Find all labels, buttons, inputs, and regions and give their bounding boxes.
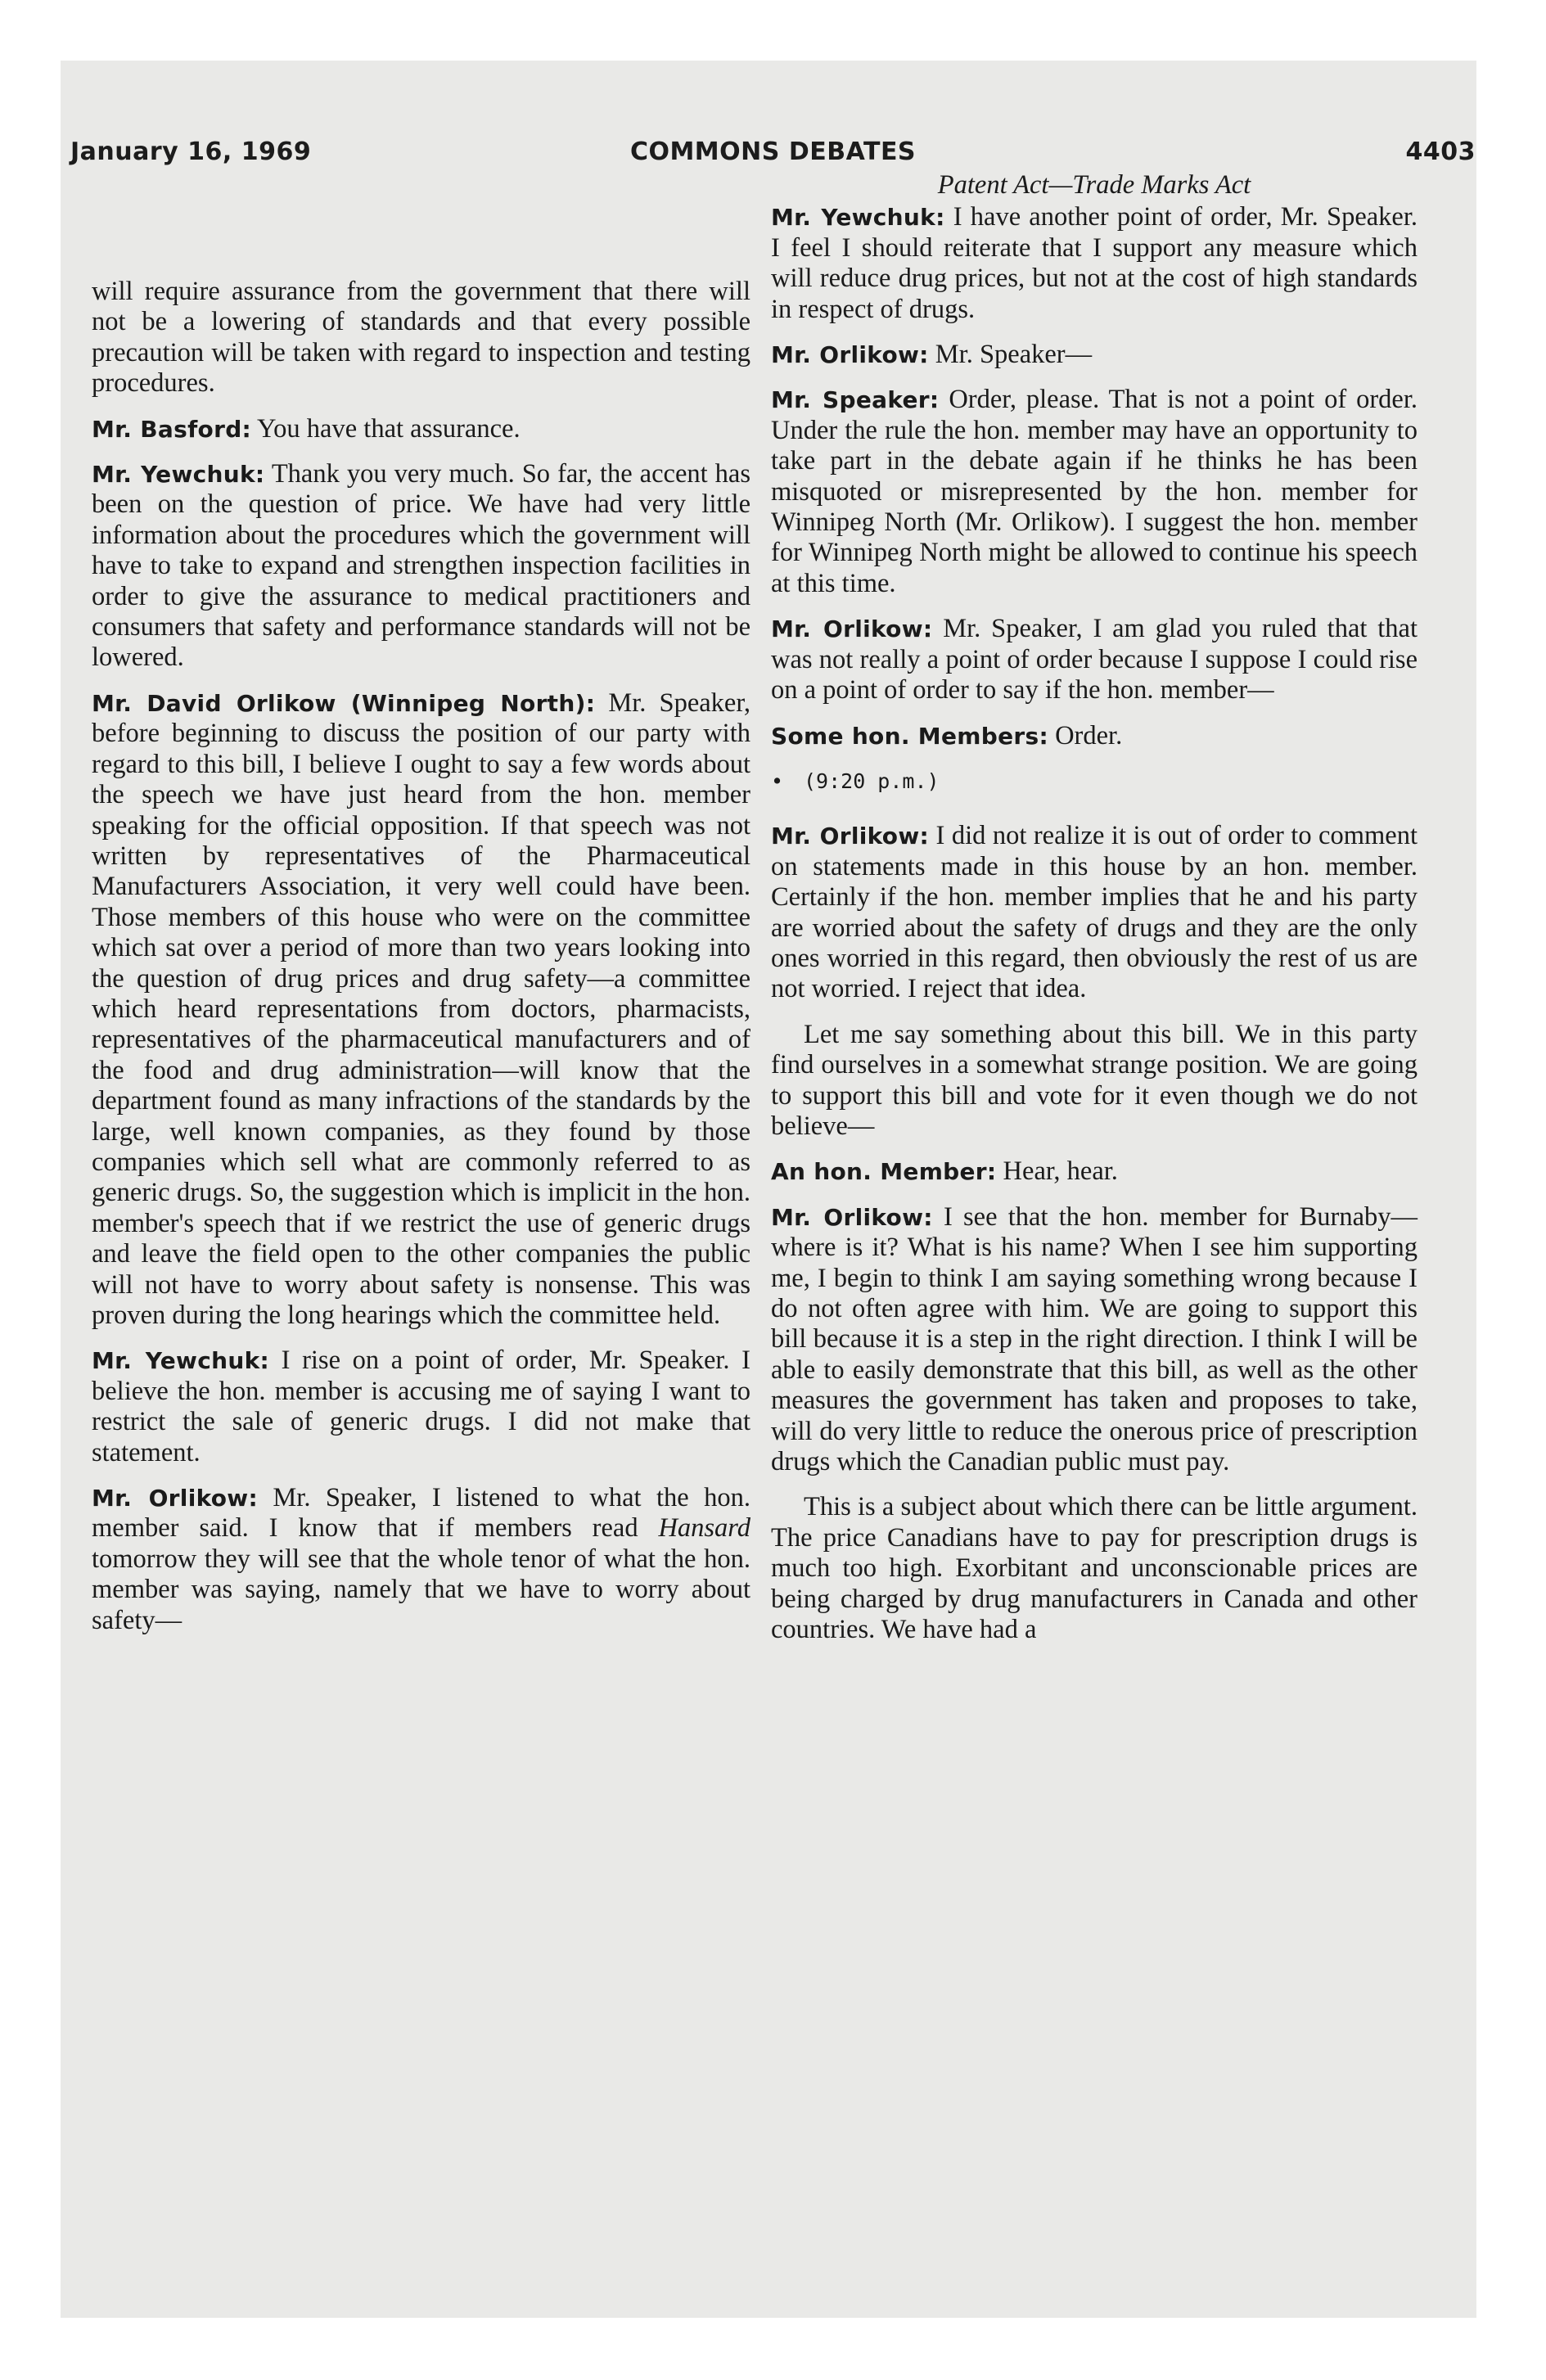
header-date: January 16, 1969	[70, 137, 312, 166]
speaker-name: Mr. Speaker:	[771, 386, 940, 414]
speech-yewchuk: Mr. Yewchuk: Thank you very much. So far, the accent has been on the question of price. We have had very little information about the procedures which the government will have to take to expand and strengthen inspection facilities in order to give the assurance to medical practitioners and consumers that safety and performance standards will not be lowered.	[92, 459, 750, 673]
speech-orlikow: Mr. David Orlikow (Winnipeg North): Mr. Speaker, before beginning to discuss the position of our party with regard to this bill, I believe I ought to say a few words about the speech we have just heard from the hon. member speaking for the official opposition. If that speech was not written by representatives of the Pharmaceutical Manufacturers Association, it very well could have been. Those members of this house who were on the committee which sat over a period of more than two years looking into the question of drug prices and drug safety—a committee which heard representations from doctors, pharmacists, representatives of the pharmaceutical manufacturers and of the food and drug administration—will know that the department found as many infractions of the standards by the large, well known companies, as they found by those companies which sell what are commonly referred to as generic drugs. So, the suggestion which is implicit in the hon. member's speech that if we restrict the use of generic drugs and leave the field open to the other companies the public will not have to worry about safety is nonsense. This was proven during the long hearings which the committee held.	[92, 687, 750, 1330]
speech-yewchuk: Mr. Yewchuk: I rise on a point of order, Mr. Speaker. I believe the hon. member is accusing me of saying I want to restrict the sale of generic drugs. I did not make that statement.	[92, 1346, 750, 1467]
speech-yewchuk: Mr. Yewchuk: I have another point of order, Mr. Speaker. I feel I should reiterate that I support any measure which will reduce drug prices, but not at the cost of high standards in respect of drugs.	[771, 202, 1418, 324]
speaker-name: Mr. Orlikow:	[92, 1485, 258, 1512]
speaker-name: An hon. Member:	[771, 1158, 997, 1186]
page-number: 4403	[1405, 137, 1476, 166]
speech-speaker: Mr. Speaker: Order, please. That is not a point of order. Under the rule the hon. member may have an opportunity to take part in the debate again if he thinks he has been misquoted or misrepresented by the hon. member for Winnipeg North (Mr. Orlikow). I suggest the hon. member for Winnipeg North might be allowed to continue his speech at this time.	[771, 385, 1418, 598]
paragraph: will require assurance from the government that there will not be a lowering of standards and that every possible precaution will be taken with regard to inspection and testing procedures.	[92, 277, 750, 399]
speaker-name: Mr. Orlikow:	[771, 615, 933, 643]
interjection: Some hon. Members: Order.	[771, 720, 1123, 751]
speech-orlikow: Mr. Orlikow: Mr. Speaker—	[771, 340, 1093, 370]
hansard-title: Hansard	[658, 1513, 750, 1544]
subject-heading: Patent Act—Trade Marks Act	[937, 170, 1251, 200]
speech-orlikow: Mr. Orlikow: I did not realize it is out of order to comment on statements made in this house by an hon. member. Certainly if the hon. member implies that he and his party are worried about the safety of drugs and they are the only ones worried in this regard, then obviously the rest of us are not worried. I reject that idea.	[771, 821, 1418, 1004]
speaker-name: Mr. Yewchuk:	[92, 1347, 270, 1375]
speaker-name: Some hon. Members:	[771, 722, 1048, 750]
left-column	[92, 277, 750, 1651]
timestamp: • (9:20 p.m.)	[771, 766, 1418, 796]
speaker-name: Mr. Yewchuk:	[771, 204, 945, 232]
paragraph: This is a subject about which there can be little argument. The price Canadians have to pay for prescription drugs is much too high. Exorbitant and unconscionable prices are being charged by drug manufacturers in Canada and other countries. We have had a	[771, 1492, 1418, 1645]
speaker-name: Mr. David Orlikow (Winnipeg North):	[92, 689, 596, 717]
speaker-name: Mr. Orlikow:	[771, 341, 929, 369]
speech-orlikow: Mr. Orlikow: I see that the hon. member for Burnaby—where is it? What is his name? When I see him supporting me, I begin to think I am saying something wrong because I do not often agree with him. We are going to support this bill because it is a step in the right direction. I think I will be able to easily demonstrate that this bill, as well as the other measures the government has taken and proposes to take, will do very little to reduce the onerous price of prescription drugs which the Canadian public must pay.	[771, 1201, 1418, 1477]
speaker-name: Mr. Basford:	[92, 415, 252, 443]
header-publication: COMMONS DEBATES	[629, 137, 917, 166]
speech-orlikow: Mr. Orlikow: Mr. Speaker, I am glad you ruled that that was not really a point of order because I suppose I could rise on a point of order to say if the hon. member—	[771, 614, 1418, 705]
bullet-icon: •	[771, 769, 784, 793]
speaker-name: Mr. Yewchuk:	[92, 461, 265, 489]
right-column	[771, 170, 1418, 1660]
speaker-name: Mr. Orlikow:	[771, 1203, 933, 1231]
speech-orlikow: Mr. Orlikow: Mr. Speaker, I listened to what the hon. member said. I know that if members read Hansard tomorrow they will see that the whole tenor of what the hon. member was saying, namely that we have to worry about safety—	[92, 1483, 750, 1635]
paragraph: Let me say something about this bill. We in this party find ourselves in a somewhat strange position. We are going to support this bill and vote for it even though we do not believe—	[771, 1019, 1418, 1141]
speaker-name: Mr. Orlikow:	[771, 823, 930, 850]
interjection: An hon. Member: Hear, hear.	[771, 1156, 1118, 1187]
speech-basford: Mr. Basford: You have that assurance.	[92, 413, 521, 444]
